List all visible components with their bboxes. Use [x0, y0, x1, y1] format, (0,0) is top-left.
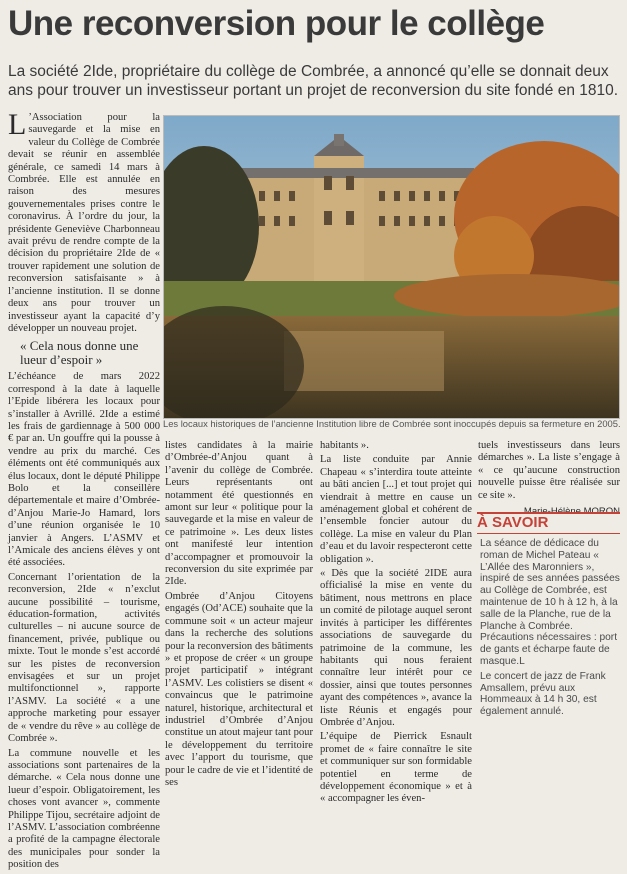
photo-caption: Les locaux historiques de l’ancienne Institution libre de Combrée sont inoccupés depuis sa fermeture en 2005.: [163, 418, 621, 429]
col4-paragraph-1: tuels investisseurs dans leurs démarches ». La liste s’engage à « ce qu’aucune construction nouvelle puisse être réalisée sur ce site ».: [478, 440, 620, 501]
col3-paragraph-2: La liste conduite par Annie Chapeau « s’interdira toute atteinte au bâti ancien [...] et tout projet qui viendrait à mettre en cause un aménagement global et cohérent de l’ensemble foncier autour du collège. La mise en valeur du Plan d’eau et du lavoir respecteront cette obligation ».: [320, 454, 472, 565]
column-4: [478, 440, 620, 518]
headline: Une reconversion pour le collège: [8, 4, 545, 43]
college-photo: [163, 115, 620, 419]
col1-paragraph-2: L’échéance de mars 2022 correspond à la date à laquelle l’Epide libérera les locaux pour s’installer à Avrillé. 2Ide a estimé les frais de gardiennage à 500 000 € par an. Un gouffre qui la pousse à vendre au prix du marché. Ces éléments ont été communiqués aux élus locaux, dont le député Philippe Bolo et la conseillère départementale et maire d’Ombrée-d’Anjou Marie-Jo Hamard, lors d’une réunion organisée le 10 janvier à Angers. L’ASMV et l’Amicale des anciens élèves y ont été associées.: [8, 371, 160, 569]
col2-paragraph-1: listes candidates à la mairie d’Ombrée-d’Anjou quant à l’avenir du collège de Combrée. Leurs représentants ont notamment été questionnés en amont sur leur « politique pour la sauvegarde et la mise en valeur de ce patrimoine ». Les deux listes ont manifesté leur intention d’accompagner et promouvoir la reconversion du site exprimée par 2Ide.: [165, 440, 313, 588]
box-title-rule: [477, 533, 620, 534]
drop-cap: L: [8, 108, 27, 141]
column-3: [320, 440, 472, 808]
college-illustration: [164, 116, 619, 418]
subheading: « Cela nous donne une lueur d’espoir »: [20, 338, 139, 368]
col3-paragraph-1: habitants ».: [320, 440, 369, 451]
column-2: [165, 440, 313, 791]
col1-paragraph-4: La commune nouvelle et les associations sont partenaires de la démarche. « Cela nous donne une lueur d’espoir. Obligatoirement, les choses vont avancer », commente Philippe Tijou, secrétaire adjoint de l’ASMV. L’association combréenne a profité de la campagne électorale des municipales pour sonder la position des: [8, 747, 160, 871]
column-1: [8, 108, 160, 874]
standfirst: La société 2Ide, propriétaire du collège de Combrée, a annoncé qu’elle se donnait deux ans pour trouver un investisseur portant un projet de reconversion du site fondé en 1810.: [8, 63, 619, 99]
box-paragraph-1: La séance de dédicace du roman de Michel Pateau « L’Allée des Maronniers », inspiré de ses années passées au Collège de Combrée, est maintenue de 10 h à 12 h, à la salle de la Planche, rue de la Planche à Combrée. Précautions nécessaires : port de gants et écharpe faute de masque.L: [480, 538, 620, 667]
col3-paragraph-4: L’équipe de Pierrick Esnault promet de « faire connaître le site et communiquer sur son formidable potentiel en terme de développement économique » et à « accompagner les éven-: [320, 731, 472, 805]
col1-paragraph-3: Concernant l’orientation de la reconversion, 2Ide « n’exclut aucune possibilité – tourisme, éducation-formation, activités culturelles – ni aucune source de financement, privée, publique ou mixte. Tout le monde s’est accordé sur les pistes de reconversion envisagées et sur un projet multifonctionnel », rapporte l’ASMV. La société « a une approche marketing pour essayer de « vendre du rêve » au collège de Combrée ».: [8, 571, 160, 745]
box-title: À SAVOIR: [477, 514, 549, 531]
col1-paragraph-1: ’Association pour la sauvegarde et la mise en valeur du Collège de Combrée devait se réunir en assemblée générale, ce samedi 14 mars à Combrée. Elle est annulée en raison des mesures gouvernementales prises contre le coronavirus. À l’ordre du jour, la présidente Geneviève Charbonneau avait prévu de rendre compte de la décision du propriétaire 2Ide de « trouver rapidement une solution de reconversion satisfaisante » à l’ancienne institution. Il se donne deux ans pour trouver un investisseur ayant la capacité d’y développer un nouveau projet.: [8, 112, 160, 334]
info-box: [480, 538, 620, 721]
col3-paragraph-3: « Dès que la société 2IDE aura officialisé la mise en vente du bâtiment, nous mettrons en place un comité de pilotage auquel seront invités à participer les différentes associations de sauvegarde du patrimoine de la commune, les habitants qui nous feraient connaître leur intérêt pour ce dossier, ainsi que toutes personnes ayant des compétences », avance la liste Réunis et engagés pour Ombrée d’Anjou.: [320, 568, 472, 728]
col2-paragraph-2: Ombrée d’Anjou Citoyens engagés (Od’ACE) souhaite que la commune soit « un acteur majeur dans la recherche des solutions pour la reconversion des bâtiments » et propose de créer « un groupe projet participatif » intégrant l’ASMV. Les colistiers se disent « convaincus que le patrimoine naturel, historique, architectural et industriel d’Ombrée d’Anjou constitue un atout majeur tant pour le développement du territoire avec l’apport du tourisme, que pour le cadre de vie et l’identité de ses: [165, 590, 313, 788]
box-paragraph-2: Le concert de jazz de Frank Amsallem, prévu aux Hommeaux à 14 h 30, est également annulé.: [480, 670, 606, 718]
